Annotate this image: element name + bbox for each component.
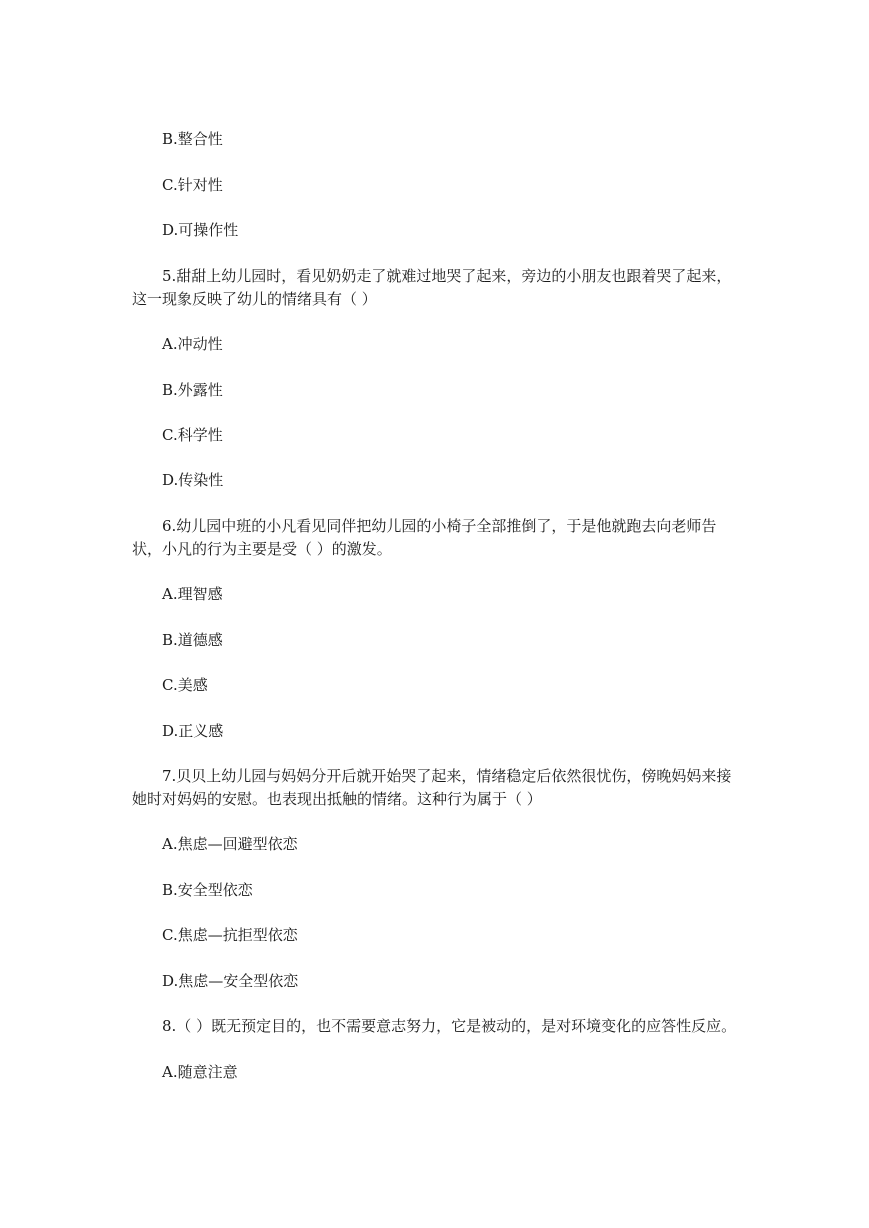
question-7-stem-line2: 她时对妈妈的安慰。也表现出抵触的情绪。这种行为属于（ ） bbox=[132, 790, 542, 808]
question-5-stem-line1: 5.甜甜上幼儿园时，看见奶奶走了就难过地哭了起来，旁边的小朋友也跟着哭了起来， bbox=[162, 267, 732, 285]
question-6-stem-line2: 状，小凡的行为主要是受（ ）的激发。 bbox=[132, 540, 392, 558]
question-7-option-d: D.焦虑—安全型依恋 bbox=[162, 972, 299, 990]
question-7-option-c: C.焦虑—抗拒型依恋 bbox=[162, 926, 298, 944]
option-b: B.整合性 bbox=[162, 130, 223, 148]
option-d: D.可操作性 bbox=[162, 221, 239, 239]
question-5-stem-line2: 这一现象反映了幼儿的情绪具有（ ） bbox=[132, 290, 377, 308]
question-8-option-a: A.随意注意 bbox=[162, 1063, 238, 1081]
question-7-option-a: A.焦虑—回避型依恋 bbox=[162, 835, 298, 853]
question-6-option-d: D.正义感 bbox=[162, 722, 224, 740]
question-7-stem-line1: 7.贝贝上幼儿园与妈妈分开后就开始哭了起来，情绪稳定后依然很忧伤，傍晚妈妈来接 bbox=[162, 767, 732, 785]
question-6-option-c: C.美感 bbox=[162, 676, 208, 694]
question-5-option-d: D.传染性 bbox=[162, 471, 224, 489]
question-5-option-a: A.冲动性 bbox=[162, 335, 223, 353]
question-6-option-b: B.道德感 bbox=[162, 631, 223, 649]
question-8-stem-line1: 8.（ ）既无预定目的，也不需要意志努力，它是被动的，是对环境变化的应答性反应。 bbox=[162, 1017, 737, 1035]
question-6-stem-line1: 6.幼儿园中班的小凡看见同伴把幼儿园的小椅子全部推倒了，于是他就跑去向老师告 bbox=[162, 517, 717, 535]
option-c: C.针对性 bbox=[162, 176, 223, 194]
question-7-option-b: B.安全型依恋 bbox=[162, 881, 253, 899]
question-6-option-a: A.理智感 bbox=[162, 585, 223, 603]
question-5-option-c: C.科学性 bbox=[162, 426, 223, 444]
question-5-option-b: B.外露性 bbox=[162, 381, 223, 399]
